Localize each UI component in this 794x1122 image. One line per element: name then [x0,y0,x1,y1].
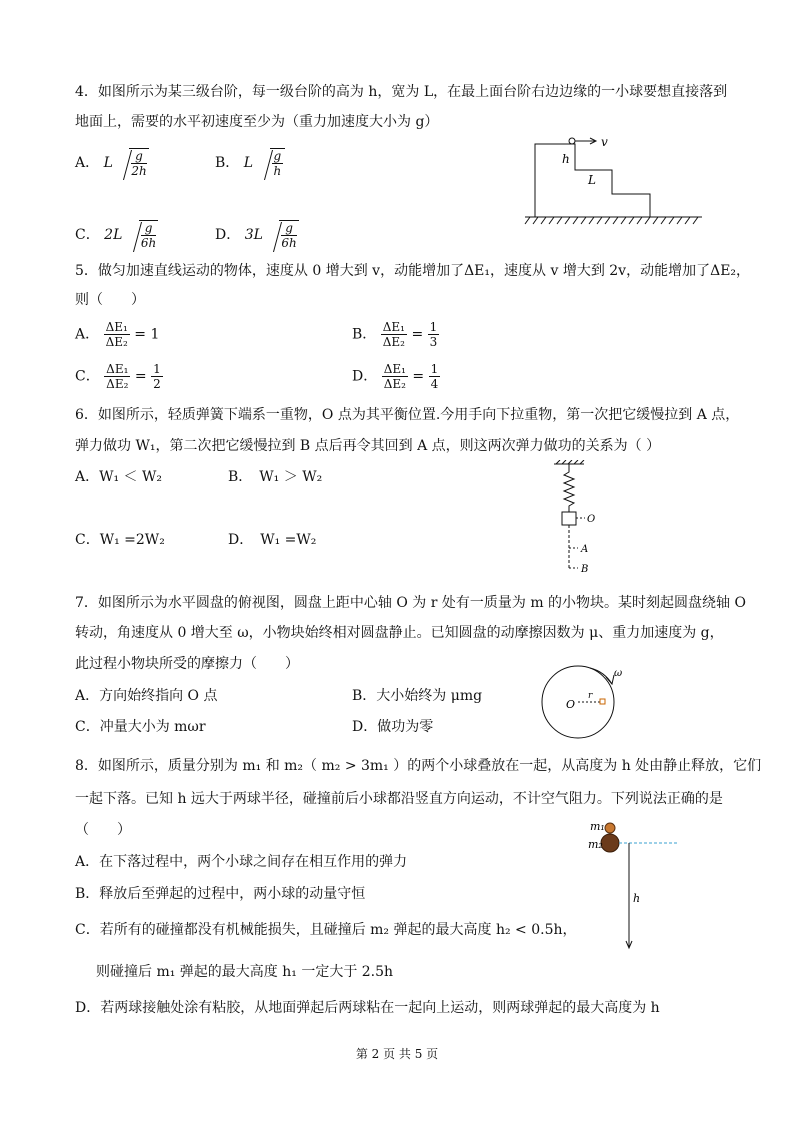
q7-label-w: ω [614,668,623,679]
q6-label-a: A [581,544,589,555]
q5-option-c: C． $\frac{\text{ΔE₁}}{\text{ΔE₂}}$ = $\frac{1}{2}$ [75,362,161,391]
q4-option-a-sqrt: $\frac{g}{2h}$ [117,148,148,178]
q8-option-d: D．若两球接触处涂有粘胶，从地面弹起后两球粘在一起向上运动，则两球弹起的最大高度为 h [75,1000,660,1016]
q8-label-h: h [633,892,641,905]
q4-option-b-label: B． [215,155,240,171]
q7-option-d: D．做功为零 [352,719,434,735]
q8-balls-figure [585,815,685,955]
q4-option-d [215,220,299,250]
q8-stem-line2: 一起下落。已知 h 远大于两球半径，碰撞前后小球都沿竖直方向运动，不计空气阻力。下列说法正确的是 [75,791,723,807]
q4-stairs-figure [520,132,710,232]
q8-option-c-cont: 则碰撞后 m₁ 弹起的最大高度 h₁ 一定大于 2.5h [96,964,394,980]
q6-label-o: O [587,514,596,525]
q4-option-d-sqrt: $\frac{g}{6h}$ [267,220,298,250]
q6-spring-figure [540,460,610,578]
q6-option-c: C．W₁ =2W₂ [75,532,165,548]
q5-option-a: A． $\frac{\text{ΔE₁}}{\text{ΔE₂}}$ = 1 [75,320,160,349]
q7-stem-line2: 转动，角速度从 0 增大至 ω，小物块始终相对圆盘静止。已知圆盘的动摩擦因数为 μ、重力加速度为 g， [75,625,724,641]
q8-option-b: B．释放后至弹起的过程中，两小球的动量守恒 [75,886,366,902]
q8-label-m1: m₁ [590,820,605,833]
q4-stem-line2: 地面上，需要的水平初速度至少为（重力加速度大小为 g） [75,114,439,130]
q8-label-m2: m₂ [588,838,603,851]
q6-weight [562,512,576,525]
q7-option-a: A．方向始终指向 O 点 [75,688,218,704]
q4-option-d-label: D． [215,227,241,243]
q4-option-b-coef: L [243,155,254,171]
q4-option-d-coef: 3L [244,227,263,243]
q7-disc-figure [530,660,640,740]
q5-stem-line1: 5．做匀加速直线运动的物体，速度从 0 增大到 v，动能增加了ΔE₁，速度从 v 增大到 2v，动能增加了ΔE₂， [75,263,751,279]
q6-stem-line2: 弹力做功 W₁，第二次把它缓慢拉到 B 点后再令其回到 A 点，则这两次弹力做功的关系为（ ） [75,438,661,454]
q6-stem-line1: 6．如图所示，轻质弹簧下端系一重物，O 点为其平衡位置.今用手向下拉重物，第一次把它缓慢拉到 A 点， [75,407,740,423]
q4-option-b-sqrt: $\frac{g}{h}$ [258,148,286,178]
q4-label-v: v [601,135,608,149]
q8-stem-line1: 8．如图所示，质量分别为 m₁ 和 m₂（ m₂ > 3m₁ ）的两个小球叠放在一起，从高度为 h 处由静止释放，它们 [75,758,762,774]
q6-spring [564,464,574,512]
q4-option-a [75,148,149,178]
q5-option-b: B． $\frac{\text{ΔE₁}}{\text{ΔE₂}}$ = $\frac{1}{3}$ [352,320,438,349]
q4-option-c [75,220,158,250]
q5-option-a-value: = 1 [134,326,160,343]
q7-block [600,699,605,704]
q4-option-b [215,148,285,178]
q7-stem-line1: 7．如图所示为水平圆盘的俯视图，圆盘上距中心轴 O 为 r 处有一质量为 m 的小物块。某时刻起圆盘绕轴 O [75,595,746,611]
q4-option-c-label: C． [75,227,100,243]
q6-option-d: D． W₁ =W₂ [228,532,317,548]
q7-label-r: r [588,691,593,701]
q8-ball-m2 [601,834,619,852]
q7-option-b: B．大小始终为 μmg [352,688,483,704]
q5-option-d: D． $\frac{\text{ΔE₁}}{\text{ΔE₂}}$ = $\frac{1}{4}$ [352,362,439,391]
q5-option-c-label: C． [75,368,100,385]
q4-option-a-coef: L [103,155,113,171]
q4-ball [569,138,575,144]
page-footer: 第 2 页 共 5 页 [355,1047,439,1061]
q7-label-o: O [566,698,576,711]
q4-label-L: L [588,173,596,187]
q5-stem-line2: 则（ ） [75,292,145,308]
q5-option-d-label: D． [352,368,378,385]
q4-label-h: h [562,152,570,166]
q6-option-a: A．W₁ ＜ W₂ [75,469,163,485]
q7-stem-line3: 此过程小物块所受的摩擦力（ ） [75,656,299,672]
q8-ball-m1 [605,823,615,833]
q6-option-b: B． W₁ ＞ W₂ [228,469,323,485]
q7-rotation-arc [590,668,612,684]
q4-option-c-sqrt: $\frac{g}{6h}$ [127,220,158,250]
q6-label-b: B [581,564,589,575]
q4-ground-hatch [525,217,698,224]
q8-option-c: C．若所有的碰撞都没有机械能损失，且碰撞后 m₂ 弹起的最大高度 h₂ < 0.5h， [75,922,577,938]
q7-option-c: C．冲量大小为 mωr [75,719,206,735]
q4-option-a-label: A． [75,155,100,171]
q5-option-a-label: A． [75,326,100,343]
q8-option-a: A．在下落过程中，两个小球之间存在相互作用的弹力 [75,854,408,870]
q4-option-c-coef: 2L [104,227,123,243]
q4-stem-line1: 4．如图所示为某三级台阶，每一级台阶的高为 h，宽为 L，在最上面台阶右边边缘的一小球要想直接落到 [75,84,728,100]
q8-stem-line3: （ ） [75,822,131,838]
q5-option-b-label: B． [352,326,377,343]
